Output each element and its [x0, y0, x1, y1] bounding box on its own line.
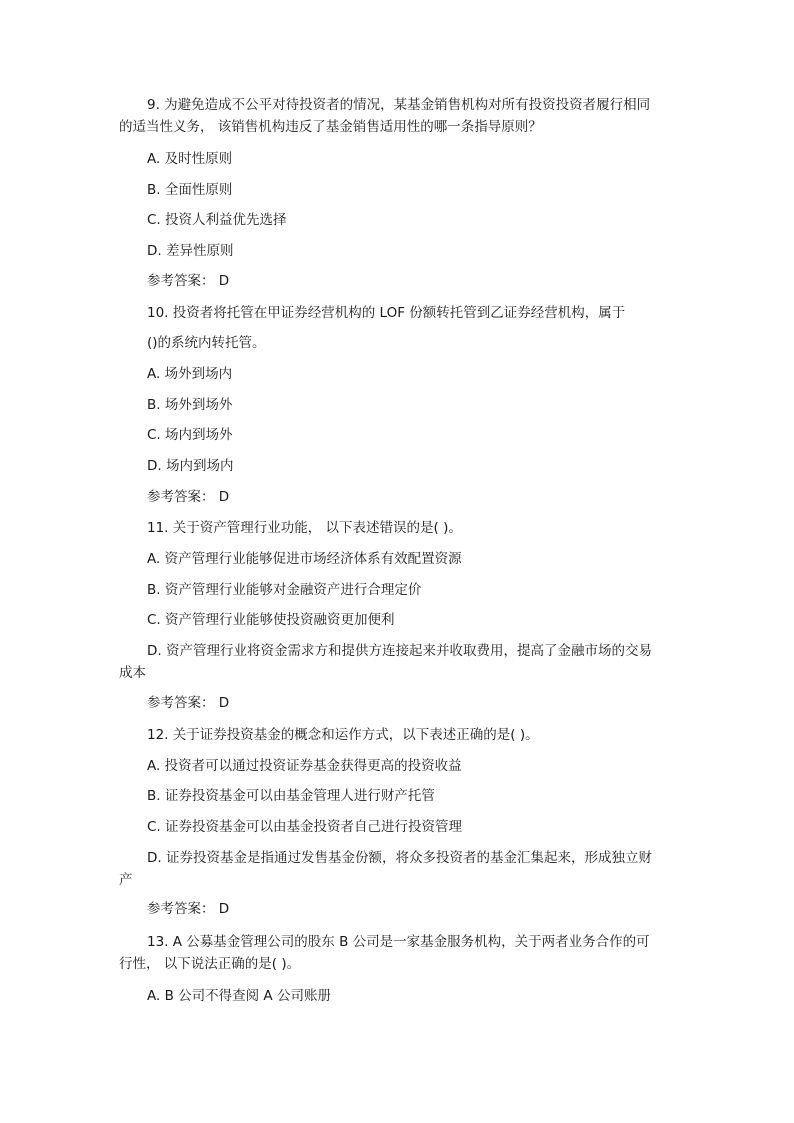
q12-option-b: B. 证券投资基金可以由基金管理人进行财产托管: [147, 788, 435, 804]
q10-stem-line-1: 10. 投资者将托管在甲证券经营机构的 LOF 份额转托管到乙证券经营机构，属于: [147, 305, 626, 321]
q13-stem-line-1: 13. A 公募基金管理公司的股东 B 公司是一家基金服务机构，关于两者业务合作的可: [147, 934, 650, 950]
q9-option-a: A. 及时性原则: [147, 151, 233, 167]
q9-stem-line-1: 9. 为避免造成不公平对待投资者的情况，某基金销售机构对所有投资投资者履行相同: [147, 97, 651, 113]
q12-stem: 12. 关于证券投资基金的概念和运作方式，以下表述正确的是( )。: [147, 727, 539, 743]
q11-stem: 11. 关于资产管理行业功能， 以下表述错误的是( )。: [147, 520, 462, 536]
q10-stem-line-2: ()的系统内转托管。: [147, 335, 266, 351]
q9-stem-line-2: 的适当性义务， 该销售机构违反了基金销售适用性的哪一条指导原则？: [119, 119, 542, 135]
q11-answer: 参考答案： D: [147, 695, 230, 711]
q10-option-a: A. 场外到场内: [147, 366, 233, 382]
q13-option-a: A. B 公司不得查阅 A 公司账册: [147, 988, 331, 1004]
q11-option-d-cont: 成本: [119, 665, 146, 681]
q10-option-b: B. 场外到场外: [147, 397, 233, 413]
q9-option-d: D. 差异性原则: [147, 243, 234, 259]
q11-option-d: D. 资产管理行业将资金需求方和提供方连接起来并收取费用，提高了金融市场的交易: [147, 643, 652, 659]
q10-option-c: C. 场内到场外: [147, 427, 233, 443]
q9-answer: 参考答案： D: [147, 273, 230, 289]
q11-option-b: B. 资产管理行业能够对金融资产进行合理定价: [147, 582, 422, 598]
q10-option-d: D. 场内到场内: [147, 458, 234, 474]
q9-option-c: C. 投资人利益优先选择: [147, 212, 287, 228]
q12-option-d-cont: 产: [119, 872, 133, 888]
q12-option-a: A. 投资者可以通过投资证券基金获得更高的投资收益: [147, 758, 462, 774]
q11-option-a: A. 资产管理行业能够促进市场经济体系有效配置资源: [147, 551, 462, 567]
q11-option-c: C. 资产管理行业能够使投资融资更加便利: [147, 612, 395, 628]
q13-stem-line-2: 行性， 以下说法正确的是( )。: [119, 956, 301, 972]
q12-option-c: C. 证券投资基金可以由基金投资者自己进行投资管理: [147, 819, 463, 835]
q12-option-d: D. 证券投资基金是指通过发售基金份额，将众多投资者的基金汇集起来，形成独立财: [147, 850, 652, 866]
q10-answer: 参考答案： D: [147, 489, 230, 505]
q12-answer: 参考答案： D: [147, 901, 230, 917]
q9-option-b: B. 全面性原则: [147, 182, 233, 198]
